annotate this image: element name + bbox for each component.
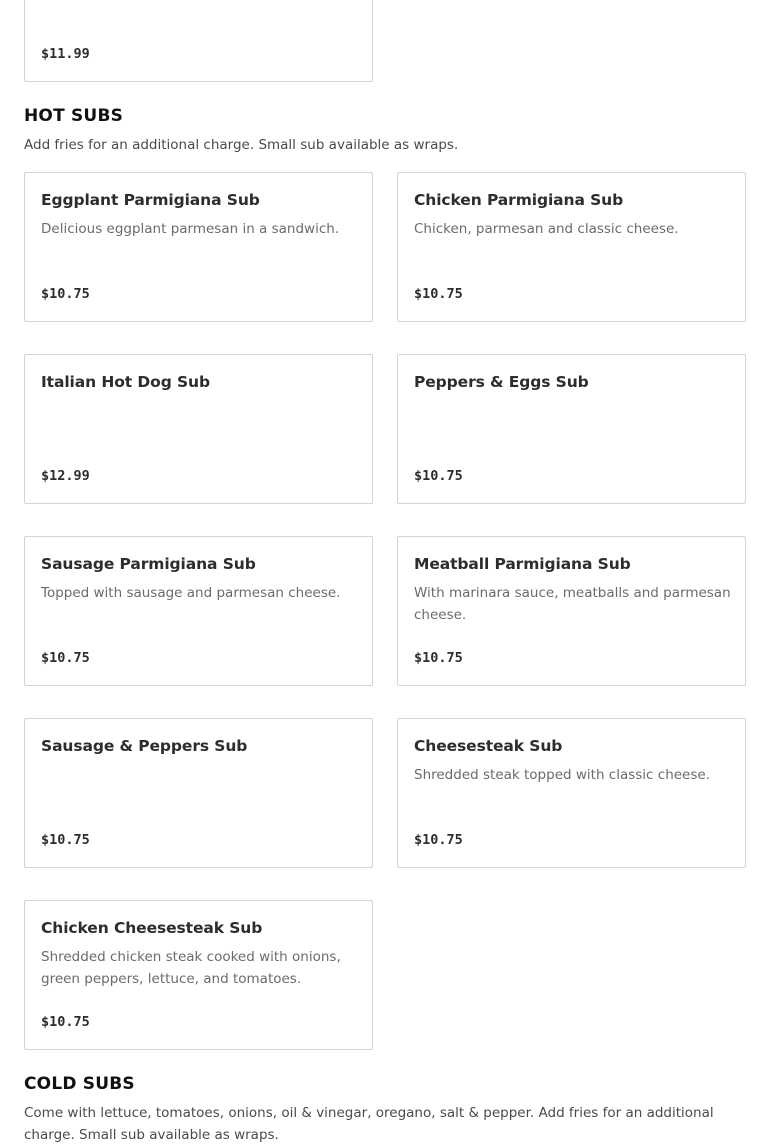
item-description: With marinara sauce, meatballs and parmesan cheese. bbox=[414, 585, 731, 623]
item-name: Chicken Parmigiana Sub bbox=[414, 191, 624, 209]
section-title-cold-subs: COLD SUBS bbox=[24, 1074, 135, 1094]
menu-item-card[interactable] bbox=[24, 0, 373, 82]
item-price: $10.75 bbox=[414, 650, 463, 666]
item-description: Shredded steak topped with classic cheese. bbox=[414, 767, 710, 783]
item-price: $10.75 bbox=[41, 832, 90, 848]
item-price: $10.75 bbox=[414, 832, 463, 848]
item-price: $11.99 bbox=[41, 46, 90, 62]
item-name: Eggplant Parmigiana Sub bbox=[41, 191, 260, 209]
item-price: $10.75 bbox=[41, 1014, 90, 1030]
item-name: Meatball Parmigiana Sub bbox=[414, 555, 631, 573]
menu-item-card[interactable] bbox=[24, 536, 373, 686]
section-title-hot-subs: HOT SUBS bbox=[24, 106, 124, 126]
item-name: Peppers & Eggs Sub bbox=[414, 373, 589, 391]
menu-item-card[interactable] bbox=[24, 354, 373, 504]
item-price: $10.75 bbox=[41, 286, 90, 302]
item-name: Sausage & Peppers Sub bbox=[41, 737, 248, 755]
menu-item-card[interactable] bbox=[24, 900, 373, 1050]
item-name: Sausage Parmigiana Sub bbox=[41, 555, 256, 573]
menu-item-card[interactable] bbox=[397, 718, 746, 868]
item-name: Chicken Cheesesteak Sub bbox=[41, 919, 263, 937]
item-name: Italian Hot Dog Sub bbox=[41, 373, 210, 391]
item-name: Cheesesteak Sub bbox=[414, 737, 563, 755]
menu-item-card[interactable] bbox=[397, 354, 746, 504]
item-description: Shredded chicken steak cooked with onions, green peppers, lettuce, and tomatoes. bbox=[41, 949, 341, 987]
item-description: Delicious eggplant parmesan in a sandwich. bbox=[41, 221, 340, 237]
item-price: $12.99 bbox=[41, 468, 90, 484]
section-description-cold-subs: Come with lettuce, tomatoes, onions, oil & vinegar, oregano, salt & pepper. Add fries for an additional charge. Small sub available as wraps. bbox=[24, 1105, 714, 1143]
menu-item-card[interactable] bbox=[24, 172, 373, 322]
item-price: $10.75 bbox=[414, 468, 463, 484]
section-description-hot-subs: Add fries for an additional charge. Small sub available as wraps. bbox=[24, 137, 459, 153]
item-description: Topped with sausage and parmesan cheese. bbox=[41, 585, 341, 601]
item-price: $10.75 bbox=[41, 650, 90, 666]
menu-item-card[interactable] bbox=[24, 718, 373, 868]
menu-item-card[interactable] bbox=[397, 536, 746, 686]
item-price: $10.75 bbox=[414, 286, 463, 302]
item-description: Chicken, parmesan and classic cheese. bbox=[414, 221, 679, 237]
menu-item-card[interactable] bbox=[397, 172, 746, 322]
